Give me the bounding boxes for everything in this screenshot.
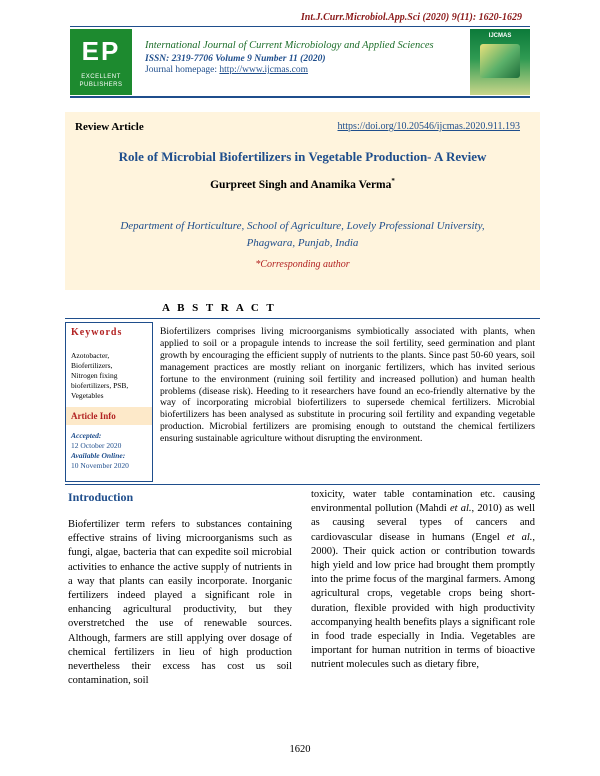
keyword-item: Nitrogen fixing (71, 371, 118, 380)
publisher-logo (70, 29, 132, 95)
abstract-rule-top (65, 318, 540, 319)
keywords-list (71, 351, 151, 401)
citation-et-al: et al. (450, 503, 472, 515)
affiliation-line-2: Phagwara, Punjab, India (246, 237, 359, 249)
journal-info (145, 40, 465, 75)
journal-cover-image (470, 29, 530, 95)
journal-citation: Int.J.Curr.Microbiol.App.Sci (2020) 9(11): 1620-1629 (300, 12, 522, 23)
abstract-heading: A B S T R A C T (162, 302, 277, 314)
keyword-item: Biofertilizers, (71, 361, 113, 370)
author-names: Gurpreet Singh and Anamika Verma (210, 178, 392, 191)
article-authors (65, 177, 540, 191)
journal-homepage (145, 65, 465, 75)
article-type: Review Article (75, 121, 144, 133)
cover-title: IJCMAS (488, 33, 512, 39)
introduction-right-column (311, 488, 535, 673)
doi-link[interactable]: https://doi.org/10.20546/ijcmas.2020.911.193 (337, 121, 520, 132)
article-info-heading: Article Info (66, 407, 152, 425)
publisher-logo-letters: EP (81, 36, 121, 66)
intro-right-text: toxicity, water table contamination etc. causing environmental pollution (Mahdi (311, 489, 535, 515)
introduction-left-column: Biofertilizer term refers to substances containing effective strains of living microorganisms such as fungi, algae, bacteria that can expedite soil microbial activities to enhance the active supply of nutrients in a way that plants can easily incorporate. Inorganic fertilizers indeed played a significant role in enhancing agricultural productivity, but they overstretched the use of renewable sources. Although, farmers are still applying over dosage of chemical fertilizers in lieu of high production nevertheless their excess has cost us soil contamination, soil (68, 519, 292, 687)
header-rule-bottom (70, 96, 530, 98)
homepage-label: Journal homepage: (145, 65, 220, 75)
corresponding-author: *Corresponding author (255, 259, 350, 270)
article-title: Role of Microbial Biofertilizers in Vegetable Production- A Review (118, 149, 487, 164)
header-rule-top (70, 26, 530, 27)
article-info (71, 431, 129, 471)
affiliation-line-1: Department of Horticulture, School of Agriculture, Lovely Professional University, (120, 220, 485, 232)
online-label: Available Online: (71, 451, 126, 460)
article-sidebar (65, 322, 153, 482)
accepted-label: Accepted: (71, 431, 102, 440)
affiliation (65, 218, 540, 252)
journal-issn: ISSN: 2319-7706 Volume 9 Number 11 (2020) (145, 54, 326, 64)
intro-right-text: , 2000). Their quick action or contribution towards high yield and low price had brought them promptly into the prime focus of the marginal farmers. Among agricultural crops, vegetable crops being short-duration, flexible provided with high productivity accompanying health benefits plays a significant role in food trade especially in India. Vegetables are important for human nutrition in terms of bioactive nutrient molecules such as dietary fibre, (311, 531, 535, 671)
accepted-date: 12 October 2020 (71, 441, 122, 450)
introduction-heading: Introduction (68, 490, 134, 504)
keyword-item: Azotobacter, (71, 351, 110, 360)
keywords-heading: Keywords (71, 327, 123, 338)
keyword-item: biofertilizers, PSB, (71, 381, 129, 390)
journal-name: International Journal of Current Microbiology and Applied Sciences (145, 40, 434, 51)
publisher-logo-name: EXCELLENT PUBLISHERS (79, 74, 123, 88)
keyword-item: Vegetables (71, 391, 104, 400)
citation-et-al: et al. (506, 531, 533, 543)
page-number: 1620 (289, 744, 311, 755)
intro-right-text: , 2010) as well as causing several types of cancers and cardiovascular disease in humans (Engel (311, 503, 536, 543)
homepage-link[interactable]: http://www.ijcmas.com (219, 65, 308, 75)
abstract-rule-bottom (65, 484, 540, 485)
author-mark: * (391, 177, 395, 185)
abstract-text: Biofertilizers comprises living microorganisms symbiotically associated with plants, when applied to soil or a propagule intends to increase the soil fertility, seed germination and plant growth by encouraging the efficient supply of nutrients to the plants. Since past 50-60 years, soil management practices are mostly reliant on inorganic fertilizers, which has invited serious fortune to the environment (ruining soil fertility and increased pollution) and human health problems (disease risk). Heeding to it researchers have found an eco-friendly alternative by the way of incorporating microbial biofertilizers to supersede chemical fertilizers. Microbial biofertilizers has been analysed as substitute in procuring soil fertility and expanding vegetable production. Microbial fertilizers are promising enough to outstand the chemical fertilizers ensuring sustainable agriculture without disrupting the environment. (160, 326, 535, 445)
cover-illustration (480, 44, 520, 78)
online-date: 10 November 2020 (71, 461, 129, 470)
